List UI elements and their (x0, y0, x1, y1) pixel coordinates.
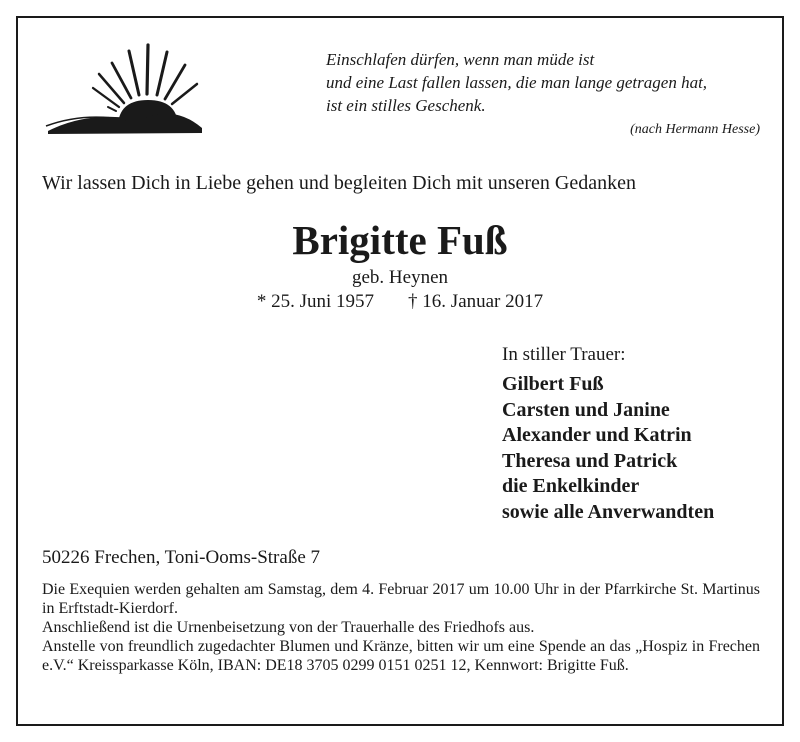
death-date: † 16. Januar 2017 (408, 291, 544, 312)
epigraph-quote (326, 48, 760, 139)
mourner-name: Alexander und Katrin (502, 424, 692, 446)
mourner-name: die Enkelkinder (502, 475, 640, 497)
quote-line: ist ein stilles Geschenk. (326, 96, 486, 115)
service-note: Die Exequien werden gehalten am Samstag, dem 4. Februar 2017 um 10.00 Uhr in der Pfarrkirche St. Martinus in Erftstadt-Kierdorf. (42, 581, 760, 617)
quote-line: und eine Last fallen lassen, die man lange getragen hat, (326, 73, 708, 92)
mourner-name: Theresa und Patrick (502, 449, 678, 472)
burial-note: Anschließend ist die Urnenbeisetzung von der Trauerhalle des Friedhofs aus. (42, 619, 535, 636)
mourners-list (502, 343, 792, 525)
intro-text: Wir lassen Dich in Liebe gehen und begleiten Dich mit unseren Gedanken (42, 172, 637, 194)
life-dates (0, 290, 800, 314)
quote-line: Einschlafen dürfen, wenn man müde ist (326, 50, 595, 69)
deceased-name: Brigitte Fuß (292, 217, 508, 263)
mourner-name: sowie alle Anverwandten (502, 500, 715, 523)
rising-sun-illustration (44, 40, 204, 136)
mourner-name: Gilbert Fuß (502, 373, 604, 395)
mourners-heading: In stiller Trauer: (502, 344, 626, 365)
funeral-details (42, 580, 760, 675)
birth-date: * 25. Juni 1957 (256, 291, 375, 312)
mourner-name: Carsten und Janine (502, 398, 670, 421)
quote-attribution: (nach Hermann Hesse) (630, 122, 760, 137)
mourning-address: 50226 Frechen, Toni-Ooms-Straße 7 (42, 547, 320, 568)
maiden-name: geb. Heynen (351, 267, 449, 288)
donation-note: Anstelle von freundlich zugedachter Blumen und Kränze, bitten wir um eine Spende an das „Hospiz in Frechen e.V.“ Kreissparkasse Köln, IBAN: DE18 3705 0299 0151 0251 12, Kennwort: Brigitte Fuß. (42, 638, 760, 674)
